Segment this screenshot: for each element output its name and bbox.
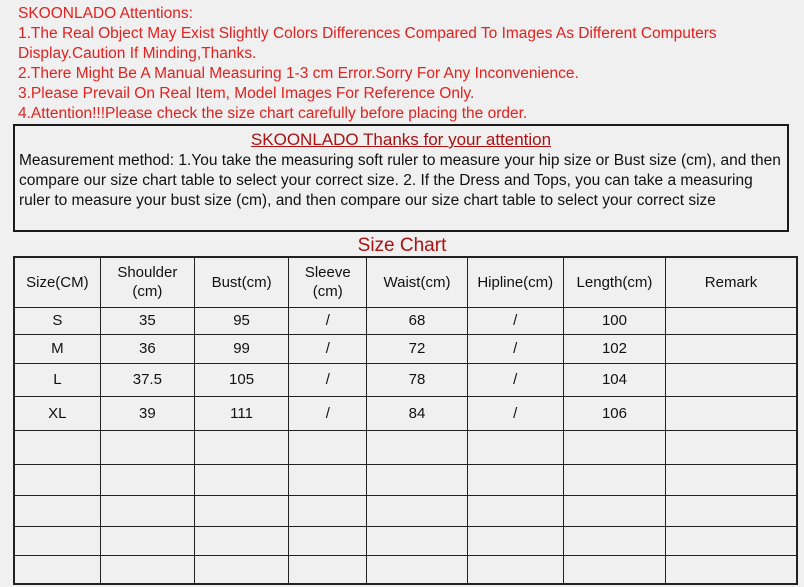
table-cell: 106	[563, 396, 665, 430]
table-cell: /	[467, 307, 563, 334]
table-cell	[467, 430, 563, 464]
table-cell: L	[14, 363, 100, 396]
table-cell: 105	[194, 363, 288, 396]
column-header: Bust(cm)	[194, 257, 288, 307]
column-header: Waist(cm)	[367, 257, 467, 307]
table-cell: /	[289, 334, 367, 363]
table-cell	[100, 526, 194, 555]
table-cell	[14, 555, 100, 584]
table-cell: /	[289, 307, 367, 334]
table-row	[14, 555, 797, 584]
table-cell	[194, 495, 288, 526]
table-cell	[666, 526, 797, 555]
table-cell	[289, 464, 367, 495]
attention-notice	[18, 4, 798, 124]
table-cell: 39	[100, 396, 194, 430]
table-row	[14, 307, 797, 334]
table-cell	[666, 495, 797, 526]
table-header-row	[14, 257, 797, 307]
table-cell: 72	[367, 334, 467, 363]
table-row	[14, 464, 797, 495]
table-row	[14, 334, 797, 363]
table-cell	[563, 495, 665, 526]
column-header: Length(cm)	[563, 257, 665, 307]
notice-line: 4.Attention!!!Please check the size chart carefully before placing the order.	[18, 105, 528, 122]
table-cell: 102	[563, 334, 665, 363]
notice-line: 2.There Might Be A Manual Measuring 1-3 cm Error.Sorry For Any Inconvenience.	[18, 65, 579, 82]
column-header: Size(CM)	[14, 257, 100, 307]
table-cell	[666, 334, 797, 363]
table-cell	[14, 495, 100, 526]
table-cell	[367, 430, 467, 464]
table-cell	[100, 495, 194, 526]
table-cell: S	[14, 307, 100, 334]
table-cell	[289, 555, 367, 584]
table-cell	[666, 363, 797, 396]
column-header: Remark	[666, 257, 797, 307]
table-cell	[194, 430, 288, 464]
table-row	[14, 396, 797, 430]
table-cell	[666, 307, 797, 334]
table-cell: 100	[563, 307, 665, 334]
table-cell	[289, 526, 367, 555]
table-cell: 84	[367, 396, 467, 430]
table-cell: /	[289, 363, 367, 396]
table-cell	[289, 495, 367, 526]
box-title: SKOONLADO Thanks for your attention	[250, 130, 552, 149]
table-row	[14, 495, 797, 526]
table-cell: 68	[367, 307, 467, 334]
table-cell	[367, 526, 467, 555]
table-cell	[14, 464, 100, 495]
table-cell: M	[14, 334, 100, 363]
notice-line: Display.Caution If Minding,Thanks.	[18, 45, 257, 62]
table-cell: XL	[14, 396, 100, 430]
table-cell: 78	[367, 363, 467, 396]
table-cell: 95	[194, 307, 288, 334]
table-row	[14, 430, 797, 464]
table-cell	[666, 396, 797, 430]
table-cell	[367, 555, 467, 584]
table-cell	[367, 464, 467, 495]
table-cell: /	[289, 396, 367, 430]
size-chart-title: Size Chart	[357, 235, 447, 256]
table-row	[14, 526, 797, 555]
table-cell	[367, 495, 467, 526]
notice-line: SKOONLADO Attentions:	[18, 5, 193, 22]
table-cell: /	[467, 334, 563, 363]
table-cell	[100, 555, 194, 584]
table-cell: 36	[100, 334, 194, 363]
table-cell	[100, 464, 194, 495]
table-cell: /	[467, 363, 563, 396]
table-cell	[467, 555, 563, 584]
table-cell: 35	[100, 307, 194, 334]
table-cell	[666, 430, 797, 464]
table-cell	[563, 464, 665, 495]
table-cell	[194, 464, 288, 495]
table-cell	[289, 430, 367, 464]
table-cell	[14, 430, 100, 464]
table-cell	[563, 555, 665, 584]
notice-line: 1.The Real Object May Exist Slightly Colors Differences Compared To Images As Different Computers	[18, 25, 717, 42]
size-chart-table	[13, 256, 798, 585]
column-header: Hipline(cm)	[467, 257, 563, 307]
table-cell	[467, 464, 563, 495]
notice-line: 3.Please Prevail On Real Item, Model Images For Reference Only.	[18, 85, 475, 102]
table-cell: 111	[194, 396, 288, 430]
table-cell	[666, 464, 797, 495]
column-header: Sleeve (cm)	[289, 257, 367, 307]
measurement-method-text: Measurement method: 1.You take the measuring soft ruler to measure your hip size or Bust size (cm), and then compare our size chart table to select your correct size. 2. If the Dress and Tops, you can take a measuring ruler to measure your bust size (cm), and then compare our size chart table to select your correct size	[19, 152, 781, 209]
column-header: Shoulder (cm)	[100, 257, 194, 307]
table-cell	[14, 526, 100, 555]
table-cell	[563, 430, 665, 464]
table-row	[14, 363, 797, 396]
table-cell	[666, 555, 797, 584]
table-cell: 37.5	[100, 363, 194, 396]
table-cell	[194, 555, 288, 584]
measurement-box	[13, 124, 789, 232]
table-cell	[194, 526, 288, 555]
table-cell: /	[467, 396, 563, 430]
table-cell: 104	[563, 363, 665, 396]
table-cell	[467, 495, 563, 526]
table-cell: 99	[194, 334, 288, 363]
table-cell	[467, 526, 563, 555]
table-cell	[563, 526, 665, 555]
table-cell	[100, 430, 194, 464]
